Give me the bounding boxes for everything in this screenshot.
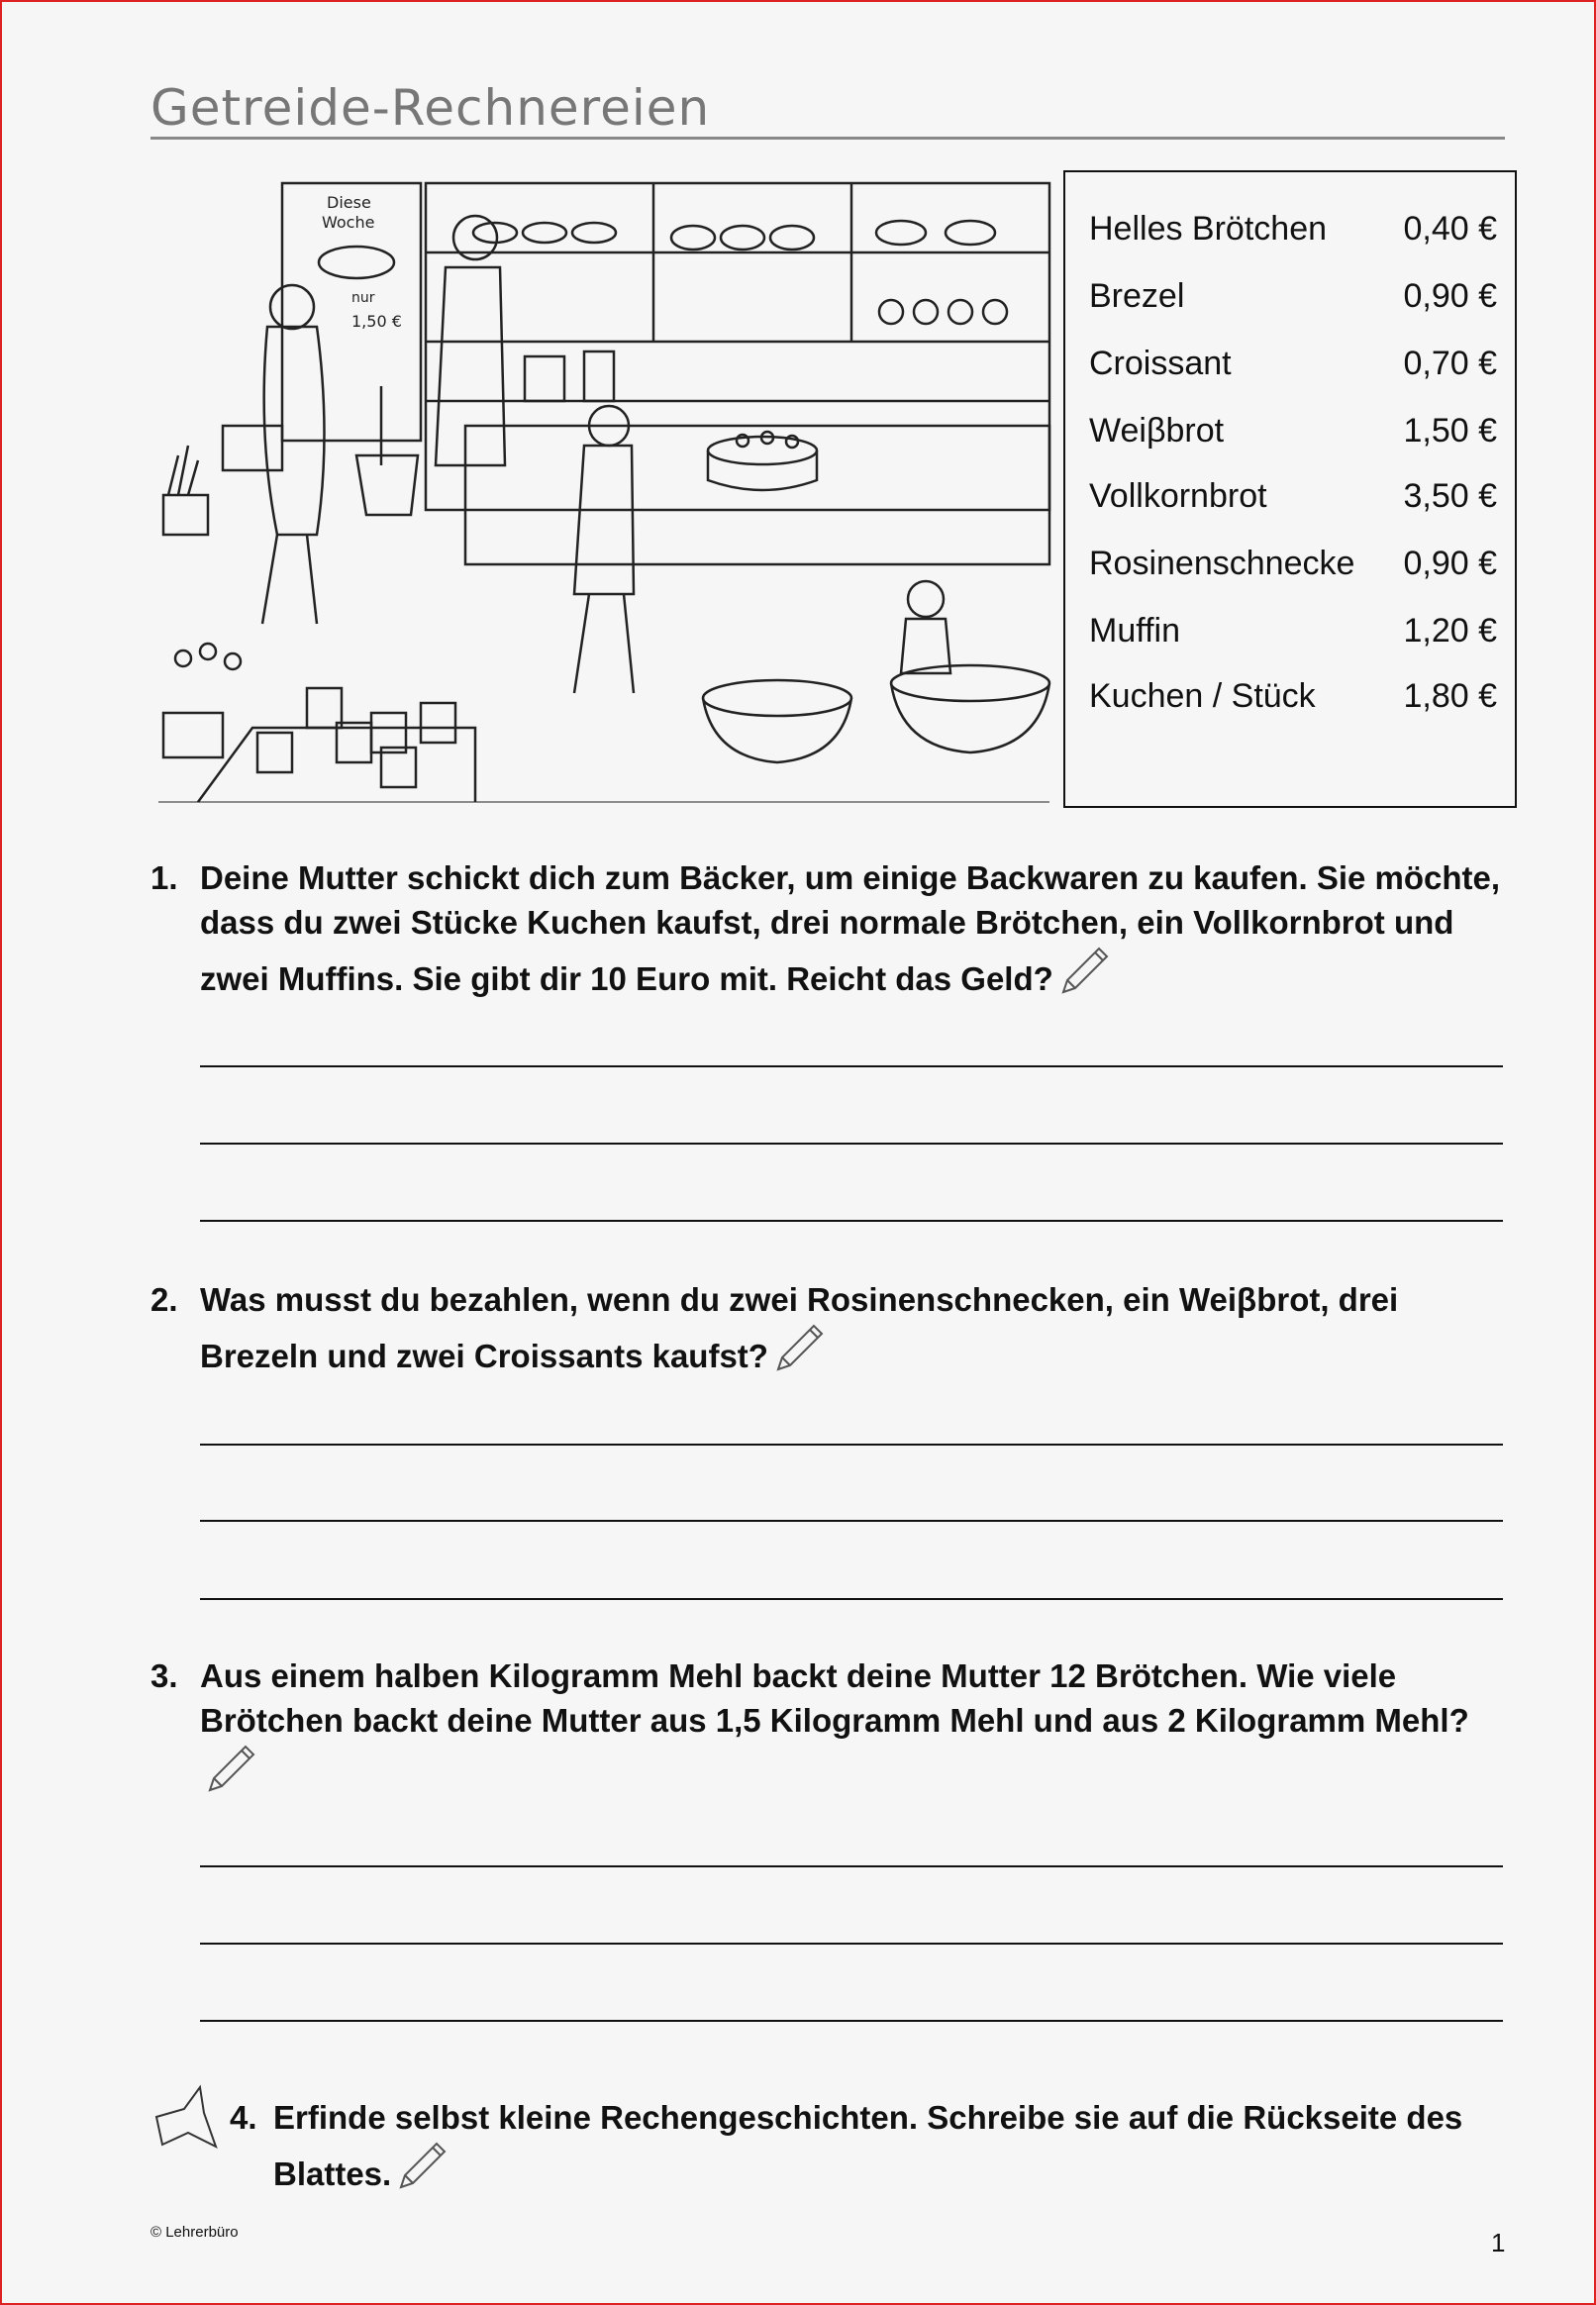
price-row [1089, 612, 1497, 671]
star-icon [150, 2083, 220, 2153]
price-row [1089, 412, 1497, 471]
price-item-name: Helles Brötchen [1089, 210, 1328, 248]
price-value: 3,50 € [1403, 477, 1497, 515]
question-text: Was musst du bezahlen, wenn du zwei Rosinenschnecken, ein Weiβbrot, drei Brezeln und zwei Croissants kaufst? [200, 1281, 1399, 1374]
answer-line[interactable] [200, 1598, 1503, 1600]
price-value: 1,50 € [1403, 412, 1497, 450]
price-list-box [1063, 170, 1517, 808]
page-number: 1 [1491, 2228, 1506, 2257]
copyright-note: © Lehrerbüro [150, 2224, 239, 2241]
answer-line[interactable] [200, 1143, 1503, 1145]
price-value: 0,90 € [1403, 277, 1497, 315]
price-item-name: Vollkornbrot [1089, 477, 1267, 515]
price-value: 0,40 € [1403, 210, 1497, 248]
price-value: 1,20 € [1403, 612, 1497, 650]
price-row [1089, 277, 1497, 337]
price-value: 0,70 € [1403, 345, 1497, 382]
answer-line[interactable] [200, 1220, 1503, 1222]
sign-text-price: 1,50 € [351, 312, 402, 331]
answer-line[interactable] [200, 2020, 1503, 2022]
answer-line[interactable] [200, 1943, 1503, 1945]
price-row [1089, 477, 1497, 537]
price-row [1089, 345, 1497, 404]
pencil-icon [395, 2140, 449, 2204]
question-number: 1. [150, 859, 178, 896]
answer-line[interactable] [200, 1520, 1503, 1522]
bakery-illustration [158, 178, 1059, 804]
question-number: 3. [150, 1657, 178, 1694]
title-underline [150, 137, 1505, 140]
pencil-icon [204, 1743, 257, 1807]
sign-text-nur: nur [351, 290, 375, 306]
price-item-name: Rosinenschnecke [1089, 545, 1355, 582]
price-value: 1,80 € [1403, 677, 1497, 715]
pencil-icon [772, 1322, 826, 1386]
price-row [1089, 545, 1497, 604]
question-text: Deine Mutter schickt dich zum Bäcker, um einige Backwaren zu kaufen. Sie möchte, dass du zwei Stücke Kuchen kaufst, drei normale Brötchen, ein Vollkornbrot und zwei Muffins. Sie gibt dir 10 Euro mit. Reicht das Geld? [200, 859, 1501, 997]
price-item-name: Croissant [1089, 345, 1232, 382]
answer-line[interactable] [200, 1865, 1503, 1867]
question-text: Erfinde selbst kleine Rechengeschichten. Schreibe sie auf die Rückseite des Blattes. [273, 2099, 1463, 2192]
question-number: 2. [150, 1281, 178, 1318]
question-text: Aus einem halben Kilogramm Mehl backt deine Mutter 12 Brötchen. Wie viele Brötchen backt deine Mutter aus 1,5 Kilogramm Mehl und aus 2 Kilogramm Mehl? [200, 1657, 1469, 1739]
answer-line[interactable] [200, 1444, 1503, 1446]
price-row [1089, 210, 1497, 269]
pencil-icon [1057, 945, 1111, 1009]
price-item-name: Kuchen / Stück [1089, 677, 1316, 715]
sign-text-woche: Woche [322, 213, 375, 232]
price-item-name: Weiβbrot [1089, 412, 1225, 450]
question-number: 4. [230, 2099, 257, 2136]
answer-line[interactable] [200, 1065, 1503, 1067]
sign-text-diese: Diese [327, 193, 371, 212]
price-row [1089, 677, 1497, 737]
page-title: Getreide-Rechnereien [150, 79, 711, 137]
price-item-name: Brezel [1089, 277, 1185, 315]
price-value: 0,90 € [1403, 545, 1497, 582]
price-item-name: Muffin [1089, 612, 1180, 650]
